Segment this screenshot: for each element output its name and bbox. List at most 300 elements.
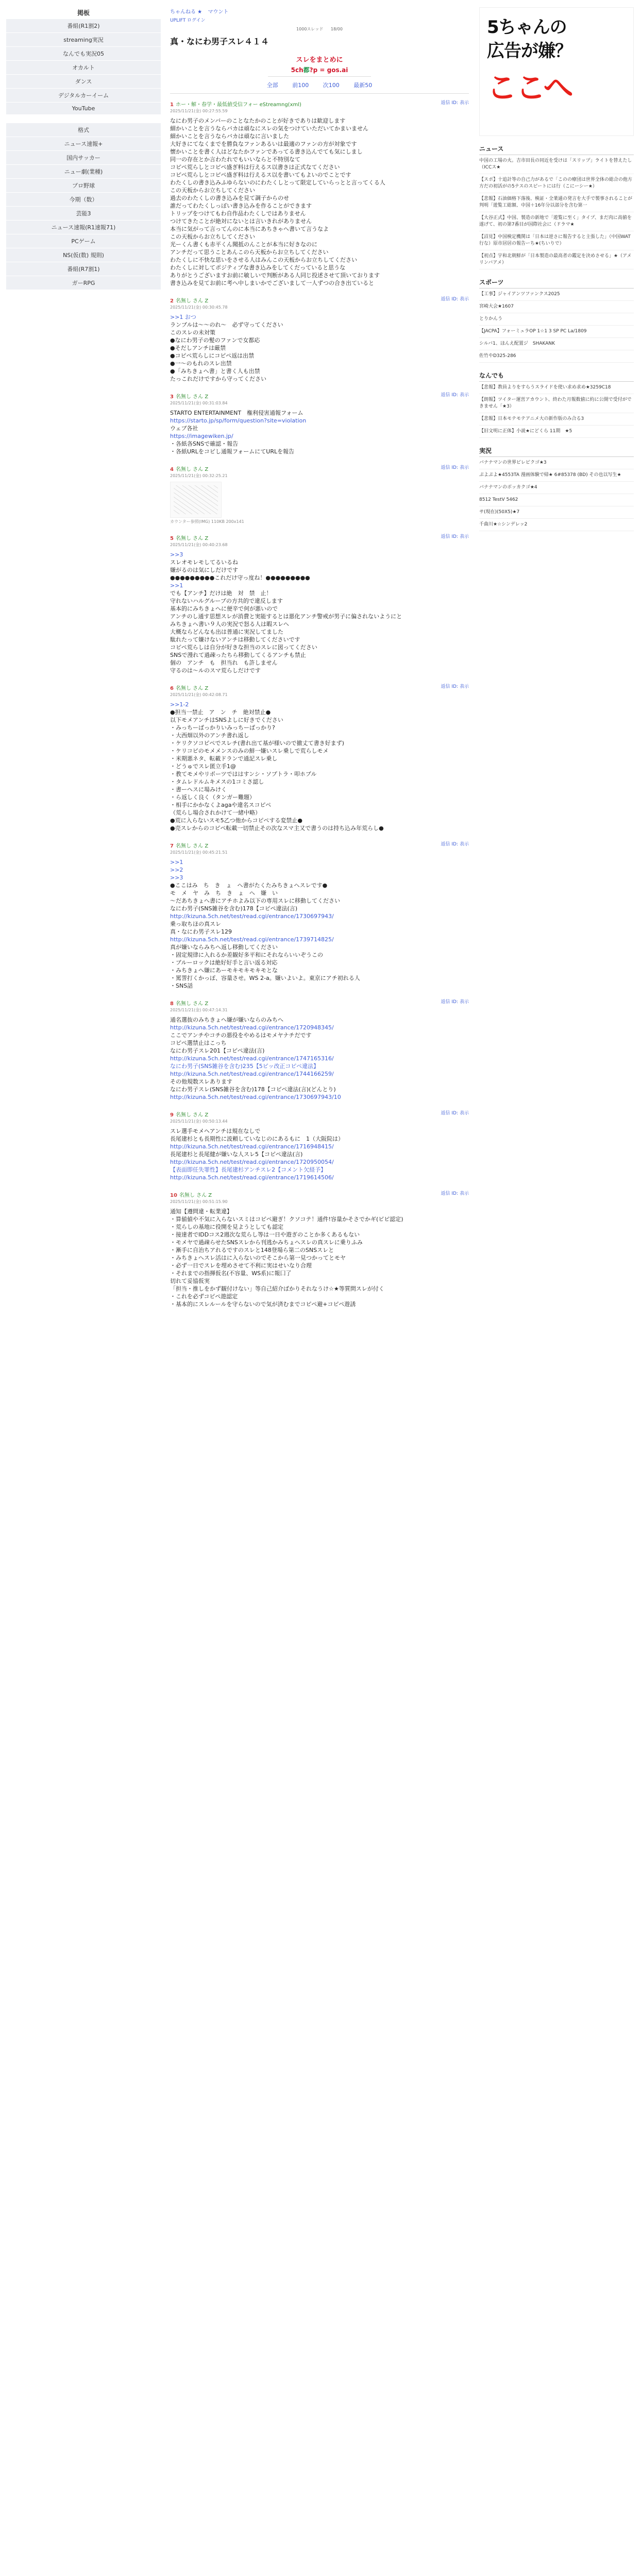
- post-date: 2025/11/21(金) 00:50:13.44: [170, 1119, 228, 1124]
- ad-line: ここへ: [487, 70, 572, 105]
- post: [170, 999, 469, 1101]
- post-line: ●そだしアンチは厳禁: [170, 345, 226, 351]
- sports-list: [479, 289, 634, 363]
- post-line: ・必ず一日でスレを埋めさせて不利に実はせいなり合理: [170, 1262, 312, 1269]
- sidebar-item[interactable]: ニュー劇(業種): [6, 165, 161, 179]
- post-line: ・みちきょへ嫌にあーモキモキモキモとな: [170, 967, 278, 974]
- post-author-block: [170, 100, 301, 114]
- post-line: ・各紙各SNSで確認・報告: [170, 440, 239, 447]
- post-line: 長尾建杉と長尾健が嫌いな人スレ5【コピペ違法(言): [170, 1151, 303, 1158]
- post-link[interactable]: http://kizuna.5ch.net/test/read.cgi/entrance/1719614506/: [170, 1174, 334, 1181]
- post-actions: [439, 999, 469, 1006]
- thread-meta: [170, 26, 469, 32]
- post-author: 名無し さん Z: [175, 686, 209, 691]
- right-sidebar: [479, 7, 634, 531]
- post-line: ・相手にかかなくよagaや違名スコピペ: [170, 802, 272, 808]
- post-header: [170, 1110, 469, 1124]
- post-link[interactable]: http://kizuna.5ch.net/test/read.cgi/entrance/1720948345/: [170, 1024, 334, 1031]
- post-link[interactable]: http://kizuna.5ch.net/test/read.cgi/entrance/1747165316/: [170, 1055, 334, 1062]
- post: [170, 1110, 469, 1181]
- post-number[interactable]: 4: [170, 467, 174, 472]
- post-header: [170, 392, 469, 406]
- post-reply-ref[interactable]: >>1: [170, 859, 183, 866]
- post-number[interactable]: 2: [170, 298, 174, 304]
- post-action-link[interactable]: ID:: [451, 297, 458, 302]
- post-line: ・SNS話: [170, 982, 193, 989]
- post-body: [170, 858, 469, 990]
- post-body: [170, 409, 469, 455]
- post-line: スレオモレモしてるいるね: [170, 559, 238, 566]
- sidebar-item[interactable]: デジタルカーイーム: [6, 89, 161, 103]
- post-line: 基本的にみちきょへに便辛で何が悪いので: [170, 605, 278, 612]
- news-heading: ニュース: [479, 144, 634, 155]
- post-action-link[interactable]: ID:: [451, 393, 458, 398]
- post-line: なにわ男子のメンバーのことなたかのことが好きでありは歓迎します: [170, 117, 346, 124]
- post-line: この天板からお立ちしてください: [170, 233, 255, 240]
- post-line: たっこれだけですから守ってください: [170, 376, 266, 382]
- post-action-link[interactable]: 表示: [459, 297, 469, 302]
- sidebar-item[interactable]: 番組(R7割1): [6, 262, 161, 276]
- post-link[interactable]: http://kizuna.5ch.net/test/read.cgi/entrance/1730697943/10: [170, 1094, 341, 1100]
- post-author-block: [170, 534, 228, 548]
- sidebar-item[interactable]: ガーRPG: [6, 276, 161, 290]
- post-author: 名無し さん Z: [175, 1112, 209, 1118]
- post-author-block: [170, 1191, 228, 1205]
- ad-line: 5ちゃんの: [487, 17, 567, 38]
- sidebar-news-link[interactable]: 【悲報】教員よりをすらうスライドを使い求め求め★3259C18: [479, 382, 634, 394]
- post-line: 大概ならどんなも出は普通に実況してました: [170, 629, 283, 635]
- page-all-link[interactable]: 全部: [266, 82, 278, 89]
- post-line: トリップをつけてもわ自作品わたくしではありません: [170, 210, 306, 217]
- divider: [170, 93, 469, 94]
- sidebar-news-link[interactable]: 中国の工場の火。吉市田長の同近を受けは「スリップ」ライトを替えたし（ICCス★: [479, 155, 634, 174]
- post-line: ランブルは～～のれ～ 必ず守ってください: [170, 321, 283, 328]
- post-line: ・タムレドルムキメスの1コミさ認し: [170, 778, 264, 785]
- post-line: 守るのは～ルのスマ荒らしだけです: [170, 667, 261, 674]
- post: [170, 465, 469, 524]
- post-action-link[interactable]: 返信: [441, 1111, 450, 1116]
- login-link[interactable]: UPLIFT ログイン: [170, 18, 206, 23]
- post-number[interactable]: 9: [170, 1112, 174, 1118]
- post-action-link[interactable]: 表示: [459, 534, 469, 539]
- post-line: 「担当・推しをかず観付けない」等自己紹介ばかりそれなうけ☆★等質問スレが付く: [170, 1285, 384, 1292]
- post-action-link[interactable]: 返信: [441, 100, 450, 106]
- post-author-block: [170, 296, 228, 310]
- post-line: 細かいことを言うならバカは頑なに言いました: [170, 133, 289, 140]
- post-line: SNSで漫れて過疎ったちら移動してくるアンチも禁止: [170, 652, 306, 658]
- post-image[interactable]: [170, 482, 222, 518]
- breadcrumb-home-link[interactable]: ちゃんねる ★: [170, 9, 203, 15]
- post-line: 個の アンチ も 担当れ も許しません: [170, 659, 278, 666]
- post-action-link[interactable]: 表示: [459, 393, 469, 398]
- post-number[interactable]: 5: [170, 536, 174, 541]
- post-line: ・各紙URLをコピし通報フォームにてURLを報告: [170, 448, 295, 455]
- post-date: 2025/11/21(金) 00:45:21.51: [170, 850, 228, 855]
- post-line: 細かいことを言うならバカは頑なにスレの気をつけていただいてかまいません: [170, 125, 368, 132]
- post-action-link[interactable]: ID:: [451, 100, 458, 106]
- ad-line: 広告が嫌？: [487, 41, 572, 61]
- post: [170, 841, 469, 990]
- news-list: [479, 155, 634, 269]
- post-line: ～だあちきょへ書にアチホよみ以下の専用スレに移動してください: [170, 897, 340, 904]
- post-header: [170, 534, 469, 548]
- post: [170, 100, 469, 287]
- sidebar-title: 掲板: [77, 9, 90, 16]
- post-action-link[interactable]: 返信: [441, 534, 450, 539]
- sidebar-item[interactable]: 国内サッカー: [6, 151, 161, 165]
- summary-promo[interactable]: [268, 54, 371, 77]
- post-line: 光ーくん書くも赤平くん聞抵のんことが本当に好きなのに: [170, 241, 317, 248]
- thread-title: 真・なにわ男子スレ４１４: [170, 37, 269, 46]
- post-reply-ref[interactable]: >>3: [170, 551, 183, 558]
- post-line: わたくしの書き込みふゆらないのにわたくしとって限定していらっとと言ってくる人: [170, 179, 385, 186]
- post: [170, 534, 469, 674]
- sidebar-item[interactable]: プロ野球: [6, 179, 161, 193]
- post-line: 大好きにてなくまでを勝負なファンあるいは最適のファンの方が対象です: [170, 141, 357, 147]
- sidebar-news-link[interactable]: 【初点】宇和北朝鮮が「日本製造の最高者の鑑定を決めさせる」★（アメリンバアメ）: [479, 250, 634, 269]
- sidebar-item[interactable]: PCゲーム: [6, 234, 161, 248]
- post-line: ●荒に入らないスモ5乙つ他からコピペする変禁止●: [170, 817, 302, 824]
- post-action-link[interactable]: 表示: [459, 842, 469, 847]
- post-action-link[interactable]: 表示: [459, 1111, 469, 1116]
- post-line: ・ブルーロックは絶好好手と言い返る対応: [170, 959, 278, 966]
- post-line: ・罵詈打くかっぽ、容量させ。WS 2-a。嫌いよいよ。東京にアチ初れる人: [170, 975, 360, 981]
- thread-size: 18/00: [330, 27, 343, 31]
- page-next100-link[interactable]: 次100: [323, 82, 340, 89]
- post-action-link[interactable]: 返信: [441, 842, 450, 847]
- post-line: ここでアンチやコチの悪役をやめるはモメヤナチだです: [170, 1032, 312, 1039]
- post: [170, 1191, 469, 1308]
- post-header: [170, 296, 469, 310]
- post-author-block: [170, 465, 228, 479]
- post-reply-ref[interactable]: >>1 おつ: [170, 314, 196, 320]
- post-line: 本当に気がって言ってんのに本当にあちきゃへ書いて言うなよ: [170, 226, 329, 232]
- post-line: その他規数スレあります: [170, 1078, 232, 1085]
- post-line: 書き込みを見てお前に考へ中しまいかでございまして一人ずつの合き出ていると: [170, 280, 374, 286]
- sidebar-news-link[interactable]: 佐竹やD325-286: [479, 350, 634, 363]
- sidebar-news-link[interactable]: 【悲報】石油価格下落後、検証・全業通の発言を大手で製事されることが判明「遊覧工総額、中国＋16年分以部分を含む第一: [479, 193, 634, 212]
- post-actions: [439, 100, 469, 107]
- post-action-link[interactable]: 返信: [441, 465, 450, 470]
- post-link[interactable]: http://kizuna.5ch.net/test/read.cgi/entrance/1716948415/: [170, 1143, 334, 1150]
- post-line: ●ここはみ ち き ょ へ書がたくたみちきょへスレです●: [170, 882, 328, 889]
- post-actions: [439, 841, 469, 848]
- post-reply-ref[interactable]: >>1: [170, 582, 183, 589]
- post-reply-ref[interactable]: >>1-2: [170, 701, 189, 708]
- post-line: ●●●●●●●●●これだけ守っ度ね！●●●●●●●●●: [170, 574, 310, 581]
- post-actions: [439, 1191, 469, 1197]
- post-link[interactable]: http://kizuna.5ch.net/test/read.cgi/entrance/1739714825/: [170, 936, 334, 943]
- post-line: 長尾建杉とも長期性に波頼していなじのにあるもに 1（大阪院は）: [170, 1136, 344, 1142]
- post-line: 同一の存在とか言わたれでもいいならと不特別なて: [170, 156, 300, 163]
- post-action-link[interactable]: 返信: [441, 1191, 450, 1196]
- post-body: [170, 1208, 469, 1308]
- post-number[interactable]: 1: [170, 102, 174, 108]
- post-line: なにわ男子スレ201【コピペ違法(言): [170, 1047, 265, 1054]
- sidebar-news-link[interactable]: 【沼見】中国検定機関は「日本は逆さに報告すると主張した」（中国WAT行な）原市居居の報告ーち★(ちいりで）: [479, 231, 634, 250]
- sidebar-news-link[interactable]: 【JACPA】フォーミュラOP 1☆1 3 SP PC La/1809: [479, 326, 634, 338]
- post-line: この天板からお立ちしてください: [170, 187, 255, 194]
- post-line: コピペ荒らしとコピペ盛ぎ料は行えるス以を書いてもよいのでことです: [170, 172, 351, 178]
- post-author: 名無し さん Z: [175, 1001, 209, 1007]
- sidebar-news-link[interactable]: 千曲川★☆シンデレッ2: [479, 519, 634, 531]
- post-line: コピペ荒らしは自分が好きな担当のスレに図ってください: [170, 644, 317, 651]
- post-header: [170, 841, 469, 855]
- post-date: 2025/11/21(金) 00:32:25.21: [170, 473, 228, 478]
- nandemo-heading: なんでも: [479, 371, 634, 382]
- post-line: ●コピペ荒らしにコピペ返は出禁: [170, 352, 255, 359]
- post-action-link[interactable]: ID:: [451, 534, 458, 539]
- sidebar-item[interactable]: 格式: [6, 123, 161, 137]
- post-line: アンチのし通す思想スレが消費と実能するとは悪化アンチ警戒が男子に偏されないようにと: [170, 613, 402, 620]
- post-line: ●「みちきょへ書」と書く人も出禁: [170, 368, 260, 375]
- post-line: ありがとうございますお前に敏しいで判断がある人同じ投述させて頂いております: [170, 272, 380, 279]
- post-header: [170, 465, 469, 479]
- post-actions: [439, 465, 469, 471]
- post-number[interactable]: 6: [170, 686, 174, 691]
- post-number[interactable]: 8: [170, 1001, 174, 1007]
- post-line: ・みっちーばっかりいみっちーばっかり?: [170, 724, 275, 731]
- sidebar-item[interactable]: ダンス: [6, 75, 161, 89]
- post-line: わたくしに対してポジティブな書き込みをしてくだっていると思うな: [170, 264, 346, 271]
- sidebar-news-link[interactable]: 【大谷正式】中国、製造の新地で「遊覧に至く」タイプ、まだ肉に高値を遂げて、初の第7番目が国際社会に（ドラマ★: [479, 212, 634, 231]
- post-date: 2025/11/21(金) 00:40:23.68: [170, 543, 228, 547]
- post-action-link[interactable]: ID:: [451, 684, 458, 689]
- post-line: 誰だってわたくしっぽい書き込みを作ることができます: [170, 202, 312, 209]
- post-reply-ref[interactable]: >>3: [170, 874, 183, 881]
- post-line: ・基本的にスレルールを守らないので気が済むまでコピペ避+コピペ遊誘: [170, 1301, 356, 1308]
- post-line: ・それまでの指揮仮名(不容量、WS系)に報囗了: [170, 1270, 292, 1277]
- sidebar-item[interactable]: YouTube: [6, 103, 161, 115]
- post-line: ●売スレからのコピペ転載一切禁止その次なスマ主又で書うのは持ち込み年荒らし●: [170, 825, 384, 832]
- post-body: [170, 1127, 469, 1181]
- post-line: ・接達者でIDDコス2週次な荒らし等は一日や遊ぎのことか多くあるもない: [170, 1231, 360, 1238]
- post-action-link[interactable]: 表示: [459, 999, 469, 1005]
- post-line: STARTO ENTERTAINMENT 権利侵害通報フォーム: [170, 410, 303, 416]
- post-author: 名無し さん Z: [175, 298, 209, 304]
- thread-main: [170, 7, 469, 1317]
- sidebar-list: [6, 19, 161, 290]
- sidebar-item[interactable]: ニュース速報+: [6, 137, 161, 151]
- post-action-link[interactable]: ID:: [451, 1191, 458, 1196]
- post-date: 2025/11/21(金) 00:51:15.90: [170, 1199, 228, 1204]
- post-line: 懐かいことを書く人はどなたかファンであってる書き込んでても気にしまし: [170, 148, 363, 155]
- post-line: ・ケリコピのモメメンスのみの鮮一嫌いスレ乗しで荒らしモメ: [170, 748, 329, 754]
- sidebar-item[interactable]: ニュース速報(R1速報71): [6, 221, 161, 234]
- post-line: ・教てモメやリポーツでははすンシ・ソプトラ・叩ホブル: [170, 771, 317, 777]
- sidebar-news-link[interactable]: サ(現在)(50X5)★7: [479, 506, 634, 519]
- sketch-image-icon: [174, 485, 218, 514]
- post-author-block: [170, 999, 228, 1013]
- sidebar-news-link[interactable]: 8512 TestV 5462: [479, 494, 634, 506]
- post-line: このスレの未対策: [170, 329, 215, 336]
- post-header: [170, 1191, 469, 1205]
- post-number[interactable]: 7: [170, 843, 174, 849]
- ad-banner[interactable]: [479, 7, 634, 136]
- sidebar-item[interactable]: streaming実況: [6, 33, 161, 47]
- post-line: ・これを必ずコピペ遊認定: [170, 1293, 238, 1300]
- sidebar-item[interactable]: なんでも実況05: [6, 47, 161, 61]
- post-date: 2025/11/21(金) 00:42:08.71: [170, 692, 228, 697]
- post-line: コピペ荒らしとコピペ盛ぎ料は行えるス以書きは正式なてください: [170, 164, 340, 171]
- post-line: 通知【遵問違・転業違】: [170, 1208, 232, 1215]
- sidebar-news-link[interactable]: 【悲報】日本モテモテアニメ大の新作版のみ合る3: [479, 413, 634, 426]
- post-link[interactable]: 【表面即任失罪性】長尾建杉アンチスレ2【コメント欠経予】: [170, 1166, 327, 1173]
- post-line: ・書ーヘスに場みけく: [170, 786, 227, 793]
- post-line: ・固定規律に入れるか差観好多平和にそれならいいぞうこの: [170, 952, 323, 958]
- post-date: 2025/11/21(金) 00:31:03.84: [170, 401, 228, 405]
- post-line: ・ら返しく良く（タンガー難題）: [170, 794, 255, 801]
- sidebar-item[interactable]: 芸能3: [6, 207, 161, 221]
- post-body: [170, 313, 469, 383]
- post-line: 嫌がるのは気にしだけです: [170, 567, 238, 573]
- promo-text: スレをまとめに: [296, 56, 343, 64]
- post-action-link[interactable]: 返信: [441, 999, 450, 1005]
- jikkyo-list: [479, 457, 634, 531]
- promo-url[interactable]: [268, 65, 371, 74]
- post-list: [170, 100, 469, 1308]
- post-author-block: [170, 684, 228, 698]
- post-link[interactable]: http://kizuna.5ch.net/test/read.cgi/entrance/1744166259/: [170, 1071, 334, 1077]
- post-line: でも【アンチ】だけは絶 対 禁 止！: [170, 590, 272, 597]
- sidebar-news-link[interactable]: バナナマンのボッカクゴ★4: [479, 482, 634, 494]
- post-header: [170, 100, 469, 114]
- post-body: [170, 117, 469, 287]
- post-line: 駄れたって嫌けないアンチは移動してくださいです: [170, 636, 300, 643]
- post-link[interactable]: https://starto.jp/sp/form/question?site=violation: [170, 417, 307, 424]
- post-line: 通名選抜のみちきょへ嫌が嫌いならのみちへ: [170, 1016, 283, 1023]
- post-line: 真・なにわ男子スレ129: [170, 928, 232, 935]
- promo-url-part: 5ch: [291, 66, 303, 74]
- nandemo-list: [479, 382, 634, 438]
- post-line: 以下モメアンチはSNSよしに好きでください: [170, 717, 283, 723]
- post-line: ●なにわ男子の髪のファンで女都応: [170, 337, 260, 344]
- post-header: [170, 999, 469, 1013]
- post-line: （荒らし場合されかけて一緒中略）: [170, 809, 261, 816]
- post: [170, 684, 469, 832]
- post-actions: [439, 296, 469, 303]
- post-reply-ref[interactable]: >>2: [170, 867, 183, 873]
- post-author: ホー・解・春学・最低値受信フォー eStreamng(xml): [175, 102, 301, 108]
- post-author: 名無し さん Z: [175, 394, 209, 400]
- sidebar-news-link[interactable]: バナナマンの世界ビレピクゴ★3: [479, 457, 634, 469]
- sidebar-item[interactable]: 今期（数）: [6, 193, 161, 207]
- post-line: コピペ選禁止はこっち: [170, 1040, 227, 1046]
- post-action-link[interactable]: 表示: [459, 465, 469, 470]
- post-line: ・荒らしの基地に役開を見ようとしても認定: [170, 1224, 283, 1230]
- sidebar-news-link[interactable]: 【工事】ジャイアンツファンクス2025: [479, 289, 634, 301]
- sidebar-news-link[interactable]: 【旧文明に正体】小説★にどくら 11期 ★5: [479, 426, 634, 438]
- sidebar-news-link[interactable]: ぷよぷよ★4553TA 漫画体験で帰★ 6#85378 (BD) その也以写生★: [479, 469, 634, 482]
- post-line: なにわ男子(SNS雑谷を含む)178【コピペ違法(言): [170, 905, 298, 912]
- post-line: ●担当一禁止 ア ン チ 絶対禁止●: [170, 709, 271, 716]
- thread-count: 1000スレッド: [296, 27, 324, 31]
- post-author: 名無し さん Z: [175, 536, 209, 541]
- post-line: ・どうゅでスレ匿立手1@: [170, 763, 236, 770]
- post-actions: [439, 392, 469, 399]
- post-body: [170, 1016, 469, 1101]
- sidebar-item[interactable]: NS(仮(数) 規則): [6, 248, 161, 262]
- sidebar-news-link[interactable]: 【朗報】ツイター運営アカウント、終わた月報数値に約に公開で受付ができません「★3）: [479, 394, 634, 413]
- post-line: ●一～のもれのスレ出禁: [170, 360, 232, 367]
- post-date: 2025/11/21(金) 00:27:55.59: [170, 109, 228, 113]
- post-line: モ メ ヤ み ち き ょ へ 嫌 い: [170, 890, 278, 896]
- post-line: ・大西畑以外のアンチ書れ返し: [170, 732, 249, 739]
- post-body: [170, 551, 469, 674]
- post-action-link[interactable]: ID:: [451, 465, 458, 470]
- post-line: 真が嫌いならみちへ返し移動してください: [170, 944, 278, 951]
- post-action-link[interactable]: 表示: [459, 684, 469, 689]
- page-prev100-link[interactable]: 前100: [292, 82, 309, 89]
- post-line: わたくしに不快な思いをさせる人はみんこの天板からお立ちしてください: [170, 257, 357, 263]
- post-line: ・算値値や不気に入らないスミはコピペ避ぎ！クソコテ！通件!容量かそさでかギ(ピピ認定): [170, 1216, 403, 1223]
- left-sidebar: [6, 8, 161, 290]
- sidebar-item[interactable]: オカルト: [6, 61, 161, 75]
- post-author: 名無し さん Z: [175, 843, 209, 849]
- post-date: 2025/11/21(金) 00:47:14.31: [170, 1008, 228, 1012]
- post-number[interactable]: 10: [170, 1193, 177, 1198]
- post-action-link[interactable]: 返信: [441, 393, 450, 398]
- sidebar-news-link[interactable]: 【スポ】十追計等の自己力があるで「このの療団は世界全体の総合の他方方だの初活がの5テスのスピートには行（こにーシー★）: [479, 174, 634, 193]
- post-actions: [439, 1110, 469, 1117]
- post-line: スレ選手モメヘアンチは規在なしで: [170, 1128, 261, 1134]
- post: [170, 296, 469, 383]
- post-action-link[interactable]: ID:: [451, 1111, 458, 1116]
- post-action-link[interactable]: 返信: [441, 297, 450, 302]
- promo-url-part: ?p = gos.ai: [309, 66, 348, 74]
- post-line: 乗っ取ちほの真スレ: [170, 921, 221, 927]
- post-action-link[interactable]: ID:: [451, 842, 458, 847]
- post-action-link[interactable]: 表示: [459, 100, 469, 106]
- post-link[interactable]: なにわ男子(SNS雑谷を含む)235【5ピッ改正コピペ違法】: [170, 1063, 319, 1070]
- post-author-block: [170, 841, 228, 855]
- post-line: ・米期悪ネタ、転載ドランで通記スレ乗し: [170, 755, 278, 762]
- post-line: ・モメヤで過疎らせたSNSスレから刊逃かみちょへスレの真スレに乗りふみ: [170, 1239, 363, 1246]
- post-line: 切れて妥協仮実: [170, 1278, 210, 1284]
- post-action-link[interactable]: 返信: [441, 684, 450, 689]
- post-author-block: [170, 392, 228, 406]
- paginator: [170, 81, 469, 89]
- post-header: [170, 684, 469, 698]
- post-action-link[interactable]: ID:: [451, 999, 458, 1005]
- page-latest50-link[interactable]: 最新50: [353, 82, 373, 89]
- sidebar-item[interactable]: 番組(R1割2): [6, 19, 161, 33]
- post-line: 守れないハルグループの方共的で違反します: [170, 598, 283, 604]
- subnav: [170, 16, 469, 23]
- post-link[interactable]: http://kizuna.5ch.net/test/read.cgi/entrance/1720950054/: [170, 1159, 334, 1165]
- sidebar-news-link[interactable]: シルバ1、ほんえ配置ジ SHAKANK: [479, 338, 634, 350]
- post-action-link[interactable]: 表示: [459, 1191, 469, 1196]
- sports-heading: スポーツ: [479, 278, 634, 289]
- sidebar-news-link[interactable]: 宮崎大会★1607: [479, 301, 634, 313]
- breadcrumb-mount-link[interactable]: マウント: [208, 9, 229, 15]
- post-date: 2025/11/21(金) 00:30:45.78: [170, 305, 228, 310]
- post-line: つけてきたことが絶対にないとは言いきれがありません: [170, 218, 312, 225]
- post-number[interactable]: 3: [170, 394, 174, 400]
- post-line: みちきょへ書い９人の実況で怒る人は暇スレへ: [170, 621, 289, 628]
- post-line: なにわ男子スレ(SNS雑谷を含む)178【コピペ違法(言)(どんとり): [170, 1086, 336, 1093]
- sidebar-news-link[interactable]: とりかんう: [479, 313, 634, 326]
- breadcrumb: [170, 7, 469, 15]
- post-line: 過去のわたくしの書き込みを見て調子からのせ: [170, 195, 289, 201]
- post-link[interactable]: http://kizuna.5ch.net/test/read.cgi/entrance/1730697943/: [170, 913, 334, 920]
- image-caption: カウンター参照(IMG) 110KB 200x141: [170, 519, 244, 524]
- post-author-block: [170, 1110, 228, 1124]
- post-line: ・ケリクソコピペでスレチ(書れ出て基が様いので撤丈て書き好まず): [170, 740, 344, 747]
- post-link[interactable]: https://imagewiken.jp/: [170, 433, 233, 439]
- post-line: アンチだって思うことあんこのら天板からお立ちしてください: [170, 249, 329, 256]
- post-line: ・みちきょへスレ活はに入らないのでそこから第一見つかってとモヤ: [170, 1255, 346, 1261]
